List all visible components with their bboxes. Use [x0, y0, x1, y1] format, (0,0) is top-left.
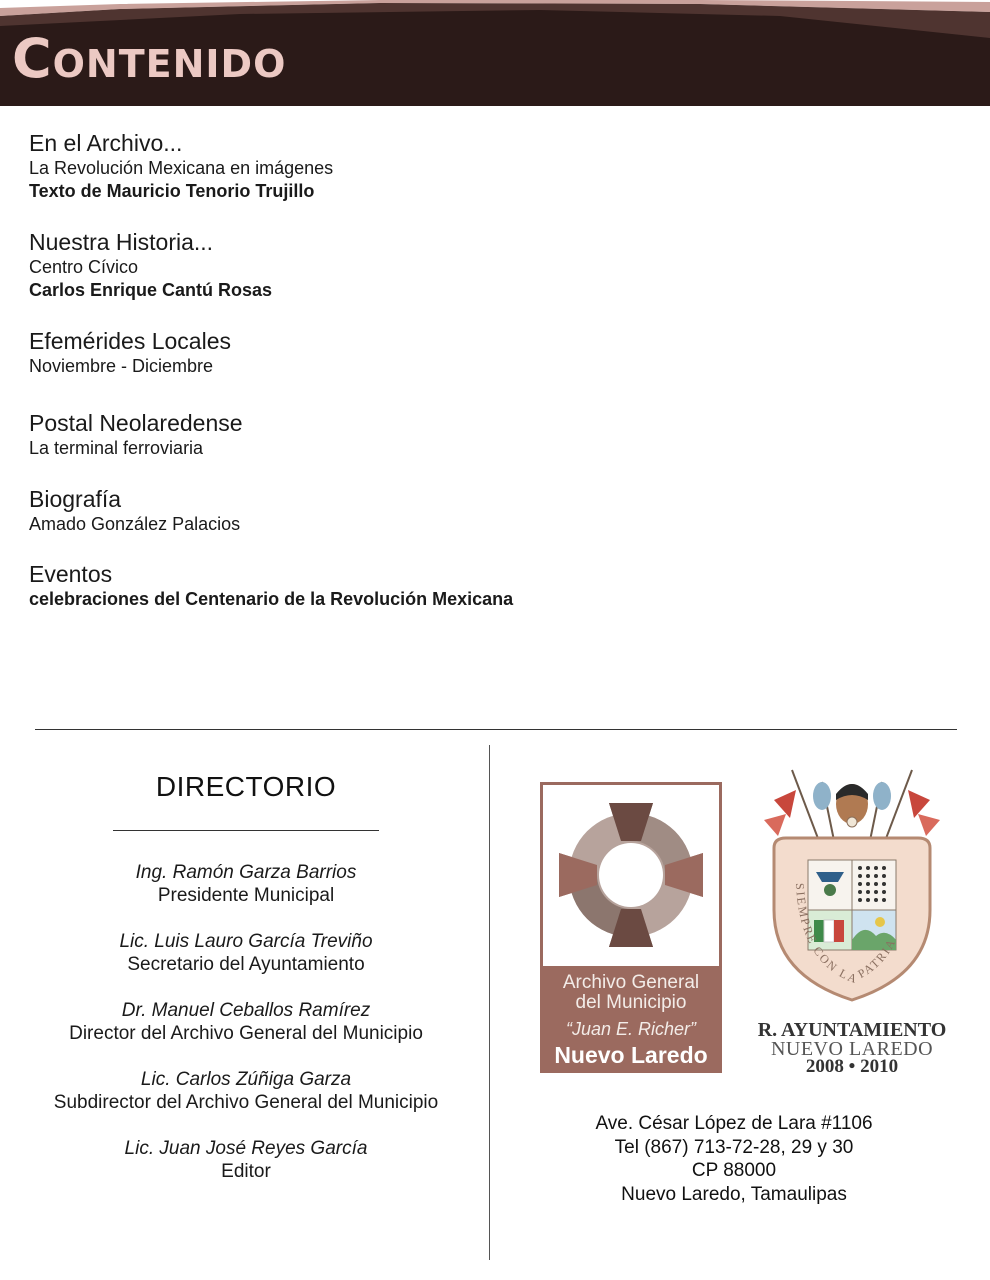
person-name: Lic. Carlos Zúñiga Garza — [140, 1069, 352, 1090]
archive-line-2: del Municipio — [575, 992, 687, 1013]
coat-city: NUEVO LAREDO — [770, 1038, 934, 1060]
entry-subtitle: La Revolución Mexicana en imágenes — [29, 158, 334, 178]
directory-person — [20, 930, 472, 976]
address-street: Ave. César López de Lara #1106 — [595, 1113, 873, 1134]
person-name: Ing. Ramón Garza Barrios — [135, 862, 357, 883]
vertical-divider — [489, 745, 490, 1260]
archive-line-3: “Juan E. Richer” — [565, 1019, 697, 1039]
entry-subtitle: La terminal ferroviaria — [29, 438, 204, 458]
archive-line-4: Nuevo Laredo — [554, 1042, 708, 1068]
entry-subtitle: celebraciones del Centenario de la Revolución Mexicana — [29, 589, 514, 609]
entry-author: Texto de Mauricio Tenorio Trujillo — [29, 181, 315, 201]
contents-entry — [29, 130, 333, 203]
person-role: Presidente Municipal — [157, 885, 335, 906]
coat-years: 2008 • 2010 — [805, 1056, 899, 1077]
archive-line-1: Archivo General — [562, 972, 700, 993]
archive-cross-icon — [553, 797, 709, 953]
entry-heading: Biografía — [29, 486, 122, 512]
coat-of-arms-icon — [752, 760, 952, 1020]
coat-motto: SIEMPRE CON LA PATRIA — [792, 882, 899, 987]
contents-entry — [29, 229, 272, 302]
entry-author: Carlos Enrique Cantú Rosas — [29, 280, 273, 300]
contents-entry — [29, 486, 240, 536]
contents-entry — [29, 561, 513, 611]
person-role: Director del Archivo General del Municipio — [69, 1023, 423, 1044]
person-role: Secretario del Ayuntamiento — [127, 954, 365, 975]
coat-name: R. AYUNTAMIENTO — [757, 1019, 947, 1041]
coat-of-arms — [752, 760, 952, 1085]
address-city: Nuevo Laredo, Tamaulipas — [621, 1183, 847, 1205]
directory-person — [20, 999, 472, 1045]
entry-subtitle: Amado González Palacios — [29, 514, 241, 534]
address-phone: Tel (867) 713-72-28, 29 y 30 — [614, 1136, 854, 1158]
entry-heading: Efemérides Locales — [29, 328, 231, 354]
directory-person — [20, 1068, 472, 1114]
directory — [20, 770, 472, 1206]
archive-label-band — [543, 966, 719, 1070]
entry-heading: Eventos — [29, 561, 113, 587]
directory-underline — [113, 830, 379, 831]
person-name: Lic. Luis Lauro García Treviño — [119, 931, 373, 952]
horizontal-divider — [35, 729, 957, 730]
header-band — [0, 0, 990, 106]
entry-heading: Postal Neolaredense — [29, 410, 243, 436]
entry-subtitle: Centro Cívico — [29, 257, 139, 277]
person-role: Subdirector del Archivo General del Municipio — [53, 1092, 439, 1113]
person-name: Dr. Manuel Ceballos Ramírez — [121, 1000, 371, 1021]
address-block — [500, 1112, 968, 1206]
contents-entry — [29, 410, 243, 460]
directory-person — [20, 1137, 472, 1183]
contents-entry — [29, 328, 231, 378]
directory-person — [20, 861, 472, 907]
entry-heading: En el Archivo... — [29, 130, 183, 156]
person-role: Editor — [221, 1161, 271, 1182]
address-postal: CP 88000 — [691, 1160, 777, 1181]
directory-title: DIRECTORIO — [155, 771, 337, 802]
archive-logo — [540, 782, 722, 1073]
entry-heading: Nuestra Historia... — [29, 229, 214, 255]
page-title: Contenido — [12, 27, 287, 90]
entry-subtitle: Noviembre - Diciembre — [29, 356, 214, 376]
person-name: Lic. Juan José Reyes García — [124, 1138, 368, 1159]
